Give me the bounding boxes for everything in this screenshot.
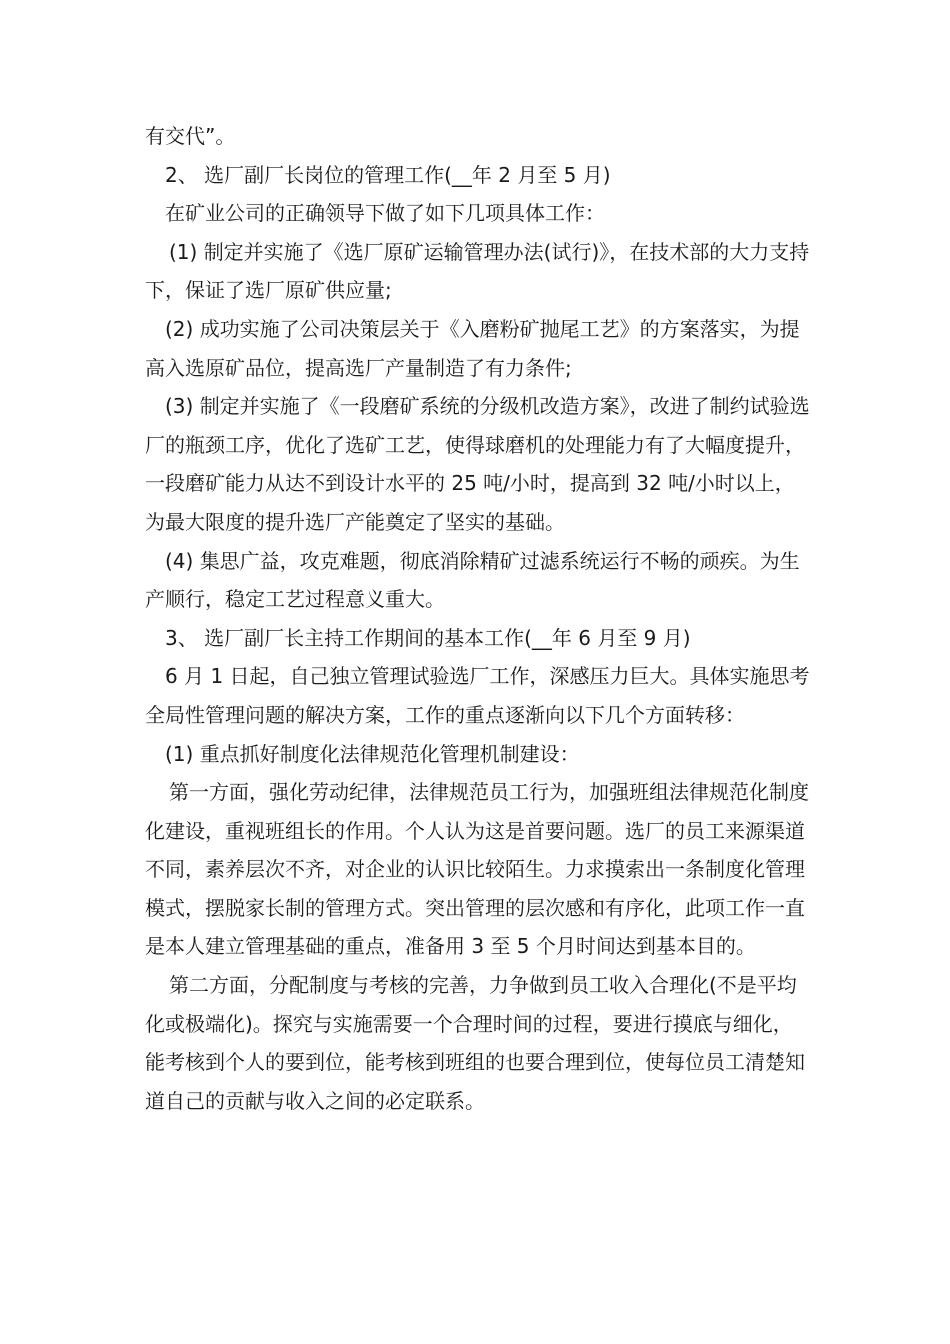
section-heading-2: 2、 选厂副厂长岗位的管理工作(__年 2 月至 5 月) — [165, 162, 611, 187]
paragraph-second-aspect: 第二方面，分配制度与考核的完善，力争做到员工收入合理化(不是平均化或极端化)。探究与实施需要一个合理时间的过程，要进行摸底与细化，能考核到个人的要到位，能考核到班组的也要合理到位，使每位员工清楚知道自己的贡献与收入之间的必定联系。 — [145, 973, 805, 1113]
section-heading-3: 3、 选厂副厂长主持工作期间的基本工作(__年 6 月至 9 月) — [165, 625, 691, 650]
list-item-1: (1) 制定并实施了《选厂原矿运输管理办法(试行)》，在技术部的大力支持下，保证了选厂原矿供应量; — [145, 239, 810, 303]
sub-heading-1: (1) 重点抓好制度化法律规范化管理机制建设： — [165, 741, 580, 766]
paragraph-intro: 在矿业公司的正确领导下做了如下几项具体工作： — [165, 201, 605, 226]
paragraph-continuation: 有交代”。 — [145, 124, 236, 148]
paragraph-first-aspect: 第一方面，强化劳动纪律，法律规范员工行为，加强班组法律规范化制度化建设，重视班组长的作用。个人认为这是首要问题。选厂的员工来源渠道不同，素养层次不齐，对企业的认识比较陌生。力求摸索出一条制度化管理模式，摆脱家长制的管理方式。突出管理的层次感和有序化，此项工作一直是本人建立管理基础的重点，准备用 3 至 5 个月时间达到基本目的。 — [145, 780, 809, 959]
paragraph-june: 6 月 1 日起，自己独立管理试验选厂工作，深感压力巨大。具体实施思考全局性管理问题的解决方案，工作的重点逐渐向以下几个方面转移： — [145, 664, 810, 727]
list-item-2: (2) 成功实施了公司决策层关于《入磨粉矿抛尾工艺》的方案落实，为提高入选原矿品位，提高选厂产量制造了有力条件; — [145, 316, 800, 380]
document-body — [145, 117, 810, 1120]
list-item-3: (3) 制定并实施了《一段磨矿系统的分级机改造方案》，改进了制约试验选厂的瓶颈工序，优化了选矿工艺，使得球磨机的处理能力有了大幅度提升，一段磨矿能力从达不到设计水平的 25 吨/小时，提高到 32 吨/小时以上，为最大限度的提升选厂产能奠定了坚实的基础。 — [145, 394, 810, 534]
list-item-4: (4) 集思广益，攻克难题，彻底消除精矿过滤系统运行不畅的顽疾。为生产顺行，稳定工艺过程意义重大。 — [145, 548, 800, 612]
